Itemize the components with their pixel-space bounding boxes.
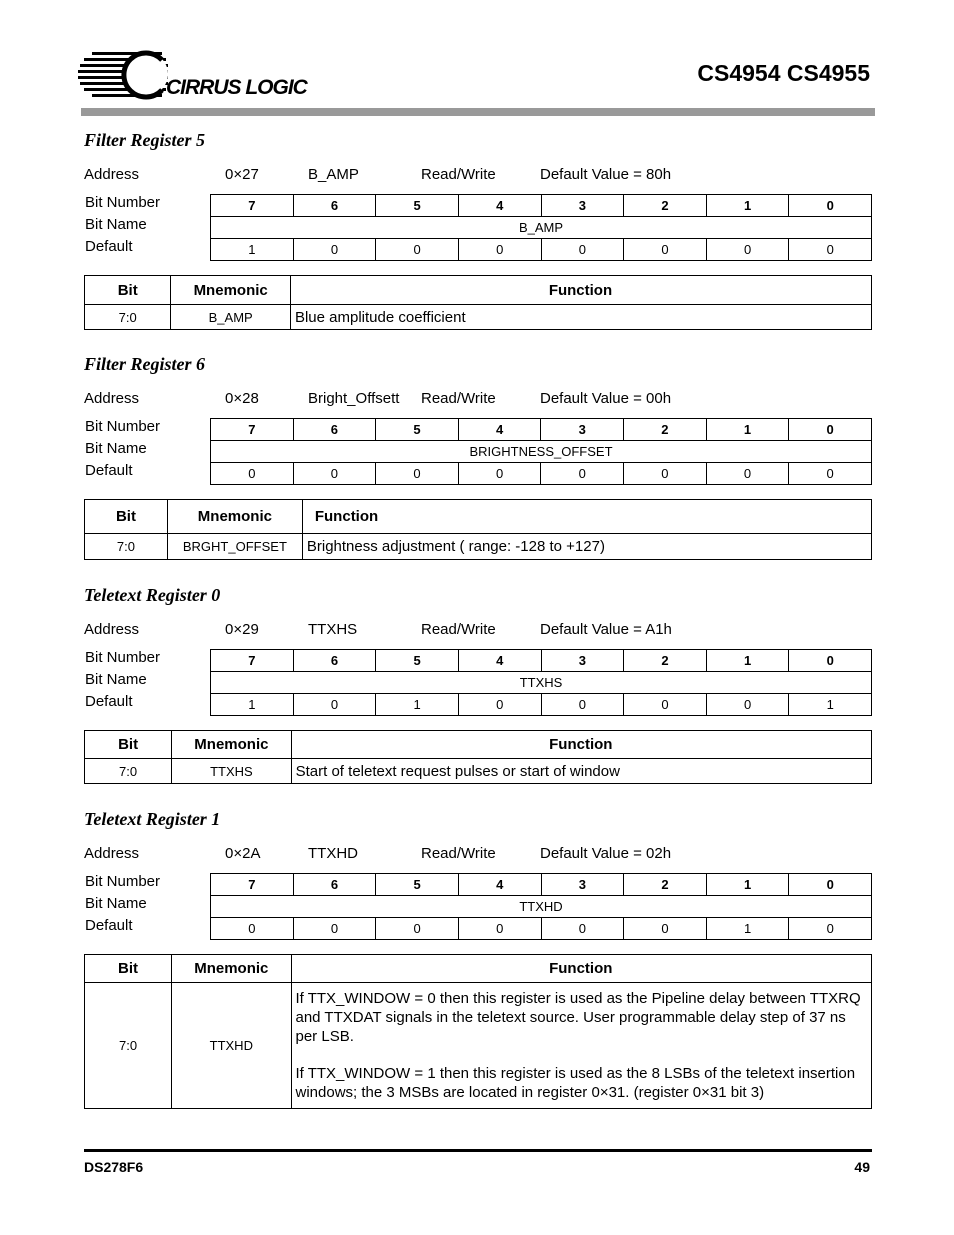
bit-number-cell: 7 <box>211 419 294 441</box>
col-function-header: Function <box>291 731 871 759</box>
default-bit-cell: 0 <box>624 694 707 716</box>
bit-name-row <box>211 217 872 239</box>
bit-name-row <box>211 896 872 918</box>
section-title: Teletext Register 0 <box>84 585 221 605</box>
address-label: Address <box>84 390 140 407</box>
bit-number-cell: 4 <box>458 650 541 672</box>
bit-number-label: Bit Number <box>85 649 161 666</box>
function-header-row <box>85 731 872 759</box>
function-row <box>85 305 872 330</box>
col-mnemonic-header: Mnemonic <box>171 276 291 305</box>
cirrus-logic-logo <box>78 46 338 102</box>
function-table <box>84 499 872 560</box>
bit-number-cell: 1 <box>706 195 789 217</box>
default-label: Default <box>85 238 133 255</box>
register-name: TTXHD <box>308 845 358 862</box>
bit-name-cell: TTXHD <box>211 896 872 918</box>
default-bit-cell: 0 <box>624 918 707 940</box>
function-table <box>84 730 872 784</box>
address-value: 0×29 <box>225 621 259 638</box>
default-bit-cell: 0 <box>541 239 624 261</box>
bit-number-cell: 7 <box>211 650 294 672</box>
footer-rule <box>84 1149 872 1152</box>
bit-number-cell: 3 <box>541 195 624 217</box>
default-bit-cell: 0 <box>706 239 789 261</box>
section-title: Filter Register 5 <box>84 130 205 150</box>
bit-name-cell: B_AMP <box>211 217 872 239</box>
default-bit-cell: 0 <box>293 694 376 716</box>
document-title: CS4954 CS4955 <box>697 60 870 86</box>
function-text: Start of teletext request pulses or start of window <box>295 762 620 780</box>
bit-name-cell: BRIGHTNESS_OFFSET <box>211 441 872 463</box>
mnemonic-cell: BRGHT_OFFSET <box>167 534 302 560</box>
default-bit-cell: 0 <box>706 694 789 716</box>
address-line <box>84 390 874 410</box>
bit-table <box>210 873 872 940</box>
default-value: Default Value = 00h <box>540 390 672 407</box>
bit-number-cell: 4 <box>458 419 541 441</box>
bit-number-cell: 0 <box>789 419 872 441</box>
bit-number-cell: 7 <box>211 874 294 896</box>
col-mnemonic-header: Mnemonic <box>172 955 291 983</box>
default-bit-cell: 0 <box>293 463 376 485</box>
function-cell <box>291 759 871 784</box>
document-id: DS278F6 <box>84 1159 144 1175</box>
default-bit-cell: 0 <box>376 463 459 485</box>
bit-name-label: Bit Name <box>85 440 147 457</box>
default-bit-cell: 0 <box>541 463 624 485</box>
bit-number-row <box>211 419 872 441</box>
bit-number-cell: 5 <box>376 874 459 896</box>
bit-number-cell: 1 <box>706 419 789 441</box>
default-bit-cell: 0 <box>458 918 541 940</box>
bit-number-cell: 6 <box>293 419 376 441</box>
col-bit-header: Bit <box>85 955 172 983</box>
col-mnemonic-header: Mnemonic <box>172 731 291 759</box>
default-value: Default Value = A1h <box>540 621 672 638</box>
default-bit-cell: 1 <box>376 694 459 716</box>
default-bit-cell: 1 <box>211 239 294 261</box>
address-line <box>84 845 874 865</box>
bit-number-cell: 2 <box>624 874 707 896</box>
address-value: 0×2A <box>225 845 261 862</box>
bit-number-cell: 2 <box>624 419 707 441</box>
default-bit-cell: 1 <box>706 918 789 940</box>
default-bit-cell: 0 <box>624 239 707 261</box>
bit-number-label: Bit Number <box>85 873 161 890</box>
bit-number-cell: 1 <box>706 874 789 896</box>
register-name: B_AMP <box>308 166 359 183</box>
bit-name-label: Bit Name <box>85 895 147 912</box>
register-name: TTXHS <box>308 621 358 638</box>
function-row <box>85 759 872 784</box>
col-function-header: Function <box>302 500 871 534</box>
default-bit-cell: 0 <box>293 239 376 261</box>
default-bit-cell: 0 <box>789 239 872 261</box>
default-label: Default <box>85 462 133 479</box>
col-mnemonic-header: Mnemonic <box>167 500 302 534</box>
function-header-row <box>85 276 872 305</box>
mnemonic-cell: B_AMP <box>171 305 291 330</box>
bit-number-cell: 6 <box>293 650 376 672</box>
function-cell <box>291 983 872 1109</box>
bit-number-row <box>211 874 872 896</box>
function-row <box>85 534 872 560</box>
bit-number-cell: 2 <box>624 195 707 217</box>
bit-number-cell: 1 <box>706 650 789 672</box>
default-bit-cell: 0 <box>706 463 789 485</box>
bit-number-row <box>211 195 872 217</box>
access-mode: Read/Write <box>421 390 496 407</box>
bit-table <box>210 418 872 485</box>
bit-number-cell: 6 <box>293 874 376 896</box>
function-header-row <box>85 955 872 983</box>
default-value: Default Value = 80h <box>540 166 672 183</box>
function-row <box>85 983 872 1109</box>
address-value: 0×27 <box>225 166 259 183</box>
section-title: Filter Register 6 <box>84 354 205 374</box>
bit-number-cell: 7 <box>211 195 294 217</box>
bit-number-row <box>211 650 872 672</box>
default-bit-cell: 0 <box>624 463 707 485</box>
function-table <box>84 954 872 1109</box>
bit-range-cell: 7:0 <box>85 759 172 784</box>
default-label: Default <box>85 917 133 934</box>
bit-name-row <box>211 672 872 694</box>
mnemonic-cell: TTXHD <box>172 983 291 1109</box>
bit-number-label: Bit Number <box>85 194 161 211</box>
default-bit-cell: 0 <box>458 463 541 485</box>
default-bit-cell: 0 <box>789 918 872 940</box>
register-name: Bright_Offsett <box>308 390 400 407</box>
access-mode: Read/Write <box>421 621 496 638</box>
bit-number-cell: 0 <box>789 195 872 217</box>
section-title: Teletext Register 1 <box>84 809 221 829</box>
bit-name-label: Bit Name <box>85 216 147 233</box>
access-mode: Read/Write <box>421 166 496 183</box>
col-function-header: Function <box>290 276 871 305</box>
default-bit-cell: 1 <box>211 694 294 716</box>
function-table <box>84 275 872 330</box>
bit-number-cell: 4 <box>458 195 541 217</box>
col-bit-header: Bit <box>85 276 171 305</box>
default-bit-cell: 1 <box>789 694 872 716</box>
bit-number-cell: 0 <box>789 650 872 672</box>
bit-table <box>210 649 872 716</box>
bit-number-cell: 6 <box>293 195 376 217</box>
address-label: Address <box>84 166 140 183</box>
default-bit-cell: 0 <box>376 239 459 261</box>
function-text: Brightness adjustment ( range: -128 to +127) <box>306 538 605 555</box>
default-bit-cell: 0 <box>541 694 624 716</box>
function-cell <box>302 534 871 560</box>
col-function-header: Function <box>291 955 872 983</box>
address-line <box>84 621 874 641</box>
default-bit-cell: 0 <box>458 694 541 716</box>
bit-number-cell: 2 <box>624 650 707 672</box>
default-row <box>211 694 872 716</box>
default-bit-cell: 0 <box>458 239 541 261</box>
access-mode: Read/Write <box>421 845 496 862</box>
default-value: Default Value = 02h <box>540 845 672 862</box>
bit-number-cell: 3 <box>541 874 624 896</box>
bit-number-cell: 5 <box>376 419 459 441</box>
bit-number-cell: 5 <box>376 195 459 217</box>
bit-number-cell: 3 <box>541 650 624 672</box>
address-line <box>84 166 874 186</box>
bit-number-label: Bit Number <box>85 418 161 435</box>
bit-name-row <box>211 441 872 463</box>
bit-number-cell: 0 <box>789 874 872 896</box>
logo-text: CIRRUS LOGIC <box>166 76 307 99</box>
default-bit-cell: 0 <box>211 918 294 940</box>
col-bit-header: Bit <box>85 500 168 534</box>
default-bit-cell: 0 <box>789 463 872 485</box>
page-number: 49 <box>854 1159 870 1175</box>
function-header-row <box>85 500 872 534</box>
bit-table <box>210 194 872 261</box>
address-label: Address <box>84 845 140 862</box>
mnemonic-cell: TTXHS <box>172 759 291 784</box>
default-bit-cell: 0 <box>541 918 624 940</box>
default-row <box>211 239 872 261</box>
bit-name-label: Bit Name <box>85 671 147 688</box>
function-text: Blue amplitude coefficient <box>294 308 466 326</box>
bit-name-cell: TTXHS <box>211 672 872 694</box>
default-bit-cell: 0 <box>211 463 294 485</box>
bit-range-cell: 7:0 <box>85 983 172 1109</box>
default-row <box>211 463 872 485</box>
default-bit-cell: 0 <box>376 918 459 940</box>
col-bit-header: Bit <box>85 731 172 759</box>
default-label: Default <box>85 693 133 710</box>
function-cell <box>290 305 871 330</box>
address-value: 0×28 <box>225 390 259 407</box>
bit-number-cell: 5 <box>376 650 459 672</box>
bit-range-cell: 7:0 <box>85 534 168 560</box>
bit-range-cell: 7:0 <box>85 305 171 330</box>
default-bit-cell: 0 <box>293 918 376 940</box>
default-row <box>211 918 872 940</box>
bit-number-cell: 3 <box>541 419 624 441</box>
address-label: Address <box>84 621 140 638</box>
bit-number-cell: 4 <box>458 874 541 896</box>
function-text: If TTX_WINDOW = 1 then this register is used as the 8 LSBs of the teletext insertion windows; the 3 MSBs are located in register 0×31. (register 0×31 bit 3) <box>295 1065 856 1101</box>
function-text: If TTX_WINDOW = 0 then this register is used as the Pipeline delay between TTXRQ and TTXDAT signals in the teletext source. User programmable delay step of 37 ns per LSB. <box>295 990 861 1045</box>
header-rule <box>81 108 875 116</box>
